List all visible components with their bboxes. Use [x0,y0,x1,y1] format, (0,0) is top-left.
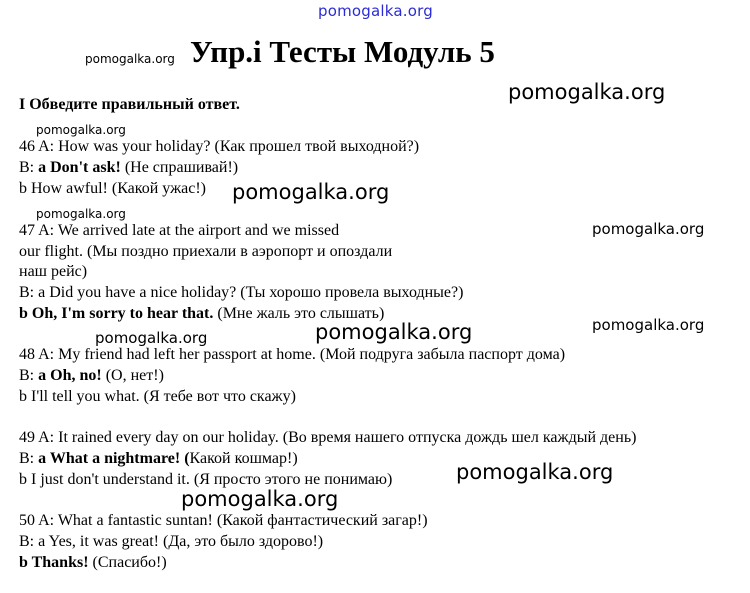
q49-option-b: b I just don't understand it. (Я просто этого не понимаю) [19,471,393,488]
watermark-text: pomogalka.org [592,220,705,238]
watermark-text: pomogalka.org [456,460,614,484]
watermark-text: pomogalka.org [85,52,175,66]
q46-option-b: b How awful! (Какой ужас!) [19,180,206,197]
watermark-text: pomogalka.org [232,180,390,204]
q48-translation: (О, нет!) [101,367,164,384]
watermark-text: pomogalka.org [95,329,208,347]
q46-translation: (Не спрашивай!) [120,159,239,176]
watermark-text: pomogalka.org [508,80,666,104]
q50-option-b [19,554,167,572]
watermark-link[interactable]: pomogalka.org [318,2,433,20]
q50-translation: (Спасибо!) [88,554,167,571]
q50-correct-answer: b Thanks! [19,554,89,571]
q46-option-a [19,159,238,177]
q47-option-a: B: a Did you have a nice holiday? (Ты хорошо провела выходные?) [19,284,464,301]
page-title: Упр.і Тесты Модуль 5 [190,34,495,69]
q48-correct-answer: a Oh, no! [38,367,102,384]
q46-correct-answer: a Don't ask! [38,159,121,176]
q50-option-a: B: a Yes, it was great! (Да, это было здорово!) [19,533,324,550]
q48-question: 48 A: My friend had left her passport at home. (Мой подруга забыла паспорт дома) [19,346,566,363]
q48-prefix: B: [19,367,39,384]
watermark-text: pomogalka.org [181,487,339,511]
q50-question: 50 A: What a fantastic suntan! (Какой фантастический загар!) [19,512,428,529]
q48-option-a [19,367,164,385]
q47-question-line1: 47 A: We arrived late at the airport and we missed [19,222,340,239]
watermark-text: pomogalka.org [36,207,126,221]
q49-option-a [19,450,298,468]
q46-prefix: B: [19,159,39,176]
watermark-text: pomogalka.org [315,320,473,344]
q48-option-b: b I'll tell you what. (Я тебе вот что скажу) [19,388,296,405]
watermark-text: pomogalka.org [592,316,705,334]
q49-correct-answer: a What a nightmare! ( [38,450,190,467]
q49-prefix: B: [19,450,39,467]
q47-question-line2: our flight. (Мы поздно приехали в аэропорт и опоздали [19,243,393,260]
q49-translation: Какой кошмар!) [189,450,298,467]
q46-question: 46 A: How was your holiday? (Как прошел твой выходной?) [19,138,420,155]
q47-correct-answer: b Oh, I'm sorry to hear that. [19,305,214,322]
watermark-text: pomogalka.org [36,123,126,137]
instruction: I Обведите правильный ответ. [19,96,240,113]
q47-question-line3: наш рейс) [19,263,88,280]
q49-question: 49 A: It rained every day on our holiday. (Во время нашего отпуска дождь шел каждый день) [19,429,637,446]
q47-translation: (Мне жаль это слышать) [213,305,385,322]
